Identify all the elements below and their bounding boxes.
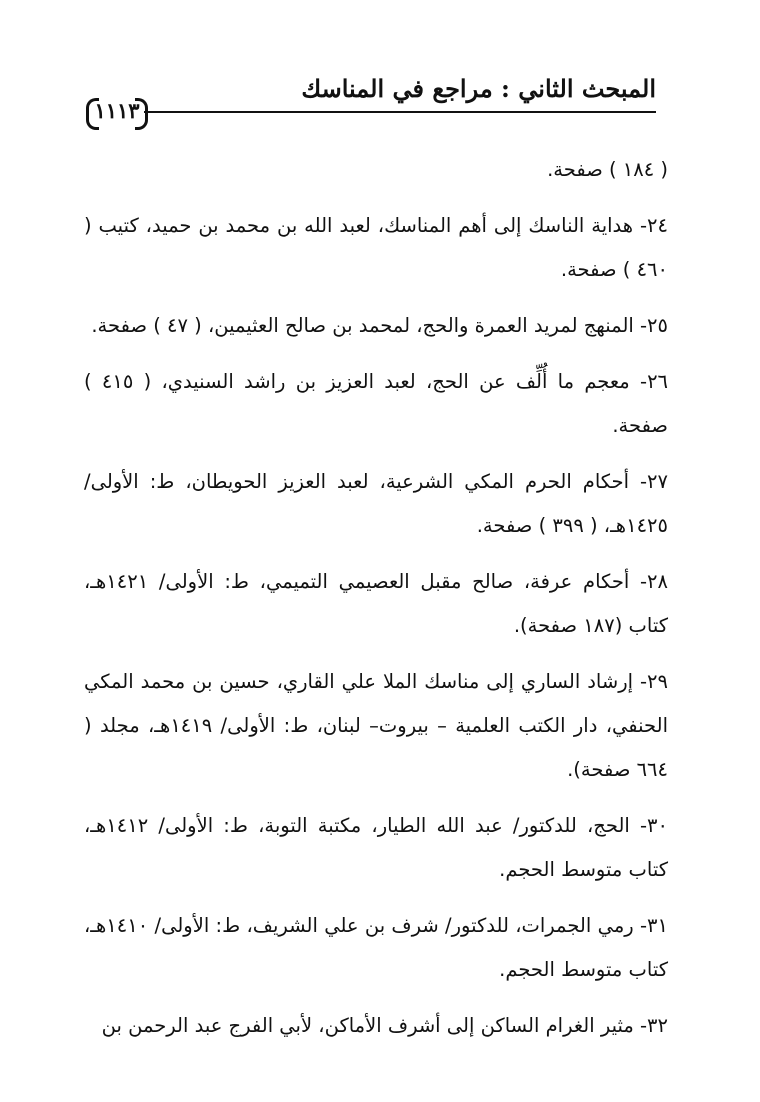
reference-entry-29: ٢٩- إرشاد الساري إلى مناسك الملا علي القاري، حسين بن محمد المكي الحنفي، دار الكتب العلمية – بيروت– لبنان، ط: الأولى/ ١٤١٩هـ، مجلد ( ٦٦٤ صفحة).	[84, 670, 668, 781]
reference-entry-27: ٢٧- أحكام الحرم المكي الشرعية، لعبد العزيز الحويطان، ط: الأولى/ ١٤٢٥هـ، ( ٣٩٩ ) صفحة.	[84, 470, 668, 537]
running-title: المبحث الثاني : مراجع في المناسك	[301, 74, 656, 103]
page-number: ١١١٣	[94, 98, 140, 123]
reference-entry-30: ٣٠- الحج، للدكتور/ عبد الله الطيار، مكتبة التوبة، ط: الأولى/ ١٤١٢هـ، كتاب متوسط الحجم.	[84, 814, 668, 881]
reference-entry-28: ٢٨- أحكام عرفة، صالح مقبل العصيمي التميمي، ط: الأولى/ ١٤٢١هـ، كتاب (١٨٧ صفحة).	[84, 570, 668, 637]
reference-entry-31: ٣١- رمي الجمرات، للدكتور/ شرف بن علي الشريف، ط: الأولى/ ١٤١٠هـ، كتاب متوسط الحجم.	[84, 914, 668, 981]
page-number-frame	[86, 94, 148, 128]
reference-entry-32: ٣٢- مثير الغرام الساكن إلى أشرف الأماكن، لأبي الفرج عبد الرحمن بن	[101, 1014, 668, 1037]
reference-entry-25: ٢٥- المنهج لمريد العمرة والحج، لمحمد بن صالح العثيمين، ( ٤٧ ) صفحة.	[91, 314, 668, 337]
header-rule	[144, 111, 656, 113]
reference-list	[84, 148, 668, 1060]
reference-entry-24: ٢٤- هداية الناسك إلى أهم المناسك، لعبد الله بن محمد بن حميد، كتيب ( ٤٦٠ ) صفحة.	[84, 214, 668, 281]
page-header	[86, 72, 656, 123]
continued-line: ( ١٨٤ ) صفحة.	[547, 158, 668, 181]
reference-entry-26: ٢٦- معجم ما أُلِّف عن الحج، لعبد العزيز بن راشد السنيدي، ( ٤١٥ ) صفحة.	[84, 370, 669, 437]
